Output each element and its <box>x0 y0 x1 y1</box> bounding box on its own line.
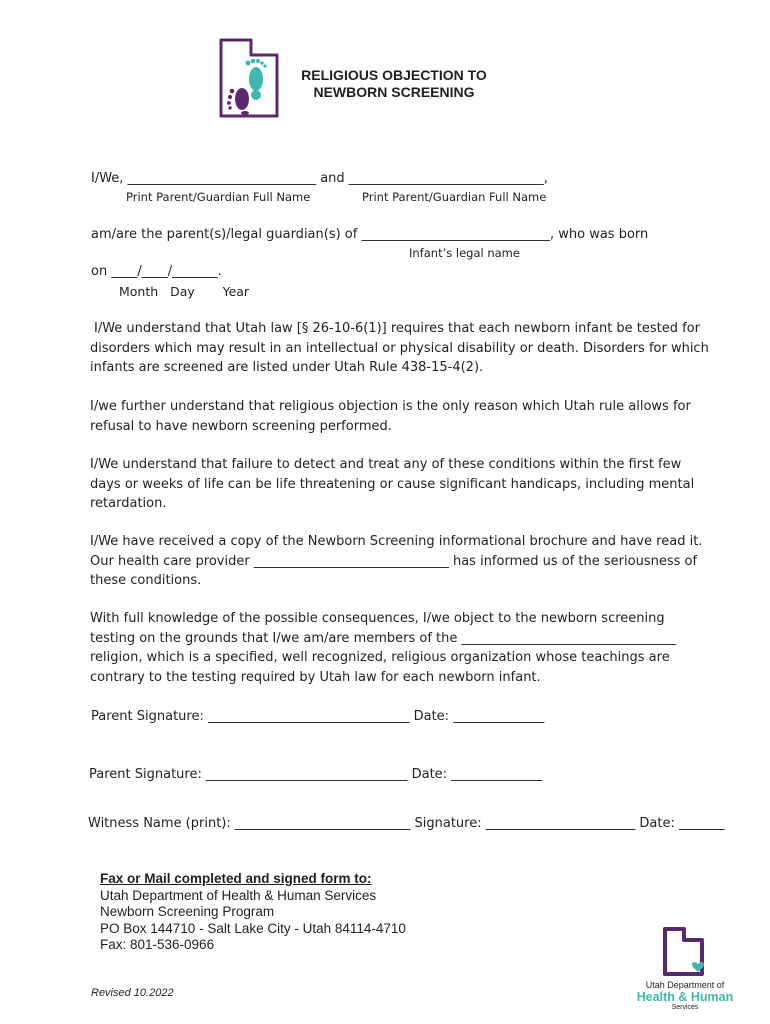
utah-footprints-logo-icon <box>218 37 280 119</box>
revision-date: Revised 10.2022 <box>91 987 174 999</box>
guardian-name-label-2: Print Parent/Guardian Full Name <box>362 190 547 204</box>
mailing-line-2: Newborn Screening Program <box>100 904 275 919</box>
paragraph-religious-objection: I/we further understand that religious objection is the only reason which Utah rule allows for refusal to have newborn screening performed. <box>90 399 691 434</box>
witness-signature[interactable]: Witness Name (print): ___________________________ Signature: _______________________ Date: _______ <box>88 816 725 831</box>
birth-date-label: Month Day Year <box>119 284 250 299</box>
paragraph-brochure: I/We have received a copy of the Newborn Screening informational brochure and have read it. Our health care provider ______________________________ has informed us of the seriousness of these conditions. <box>90 534 703 588</box>
guardian-name-label-1: Print Parent/Guardian Full Name <box>126 190 311 204</box>
mailing-heading: Fax or Mail completed and signed form to: <box>100 871 372 886</box>
mailing-instructions <box>100 871 406 954</box>
mailing-line-4: Fax: 801-536-0966 <box>100 937 215 952</box>
paragraph-objection-statement: With full knowledge of the possible consequences, I/we object to the newborn screening testing on the grounds that I/we am/are members of the _________________________________ religion, which is a specified, well recognized, religious organization whose teachings are contrary to the testing required by Utah law for each newborn infant. <box>90 611 677 685</box>
title-line-1: RELIGIOUS OBJECTION TO <box>301 67 487 83</box>
utah-state-heart-logo-icon <box>662 926 706 978</box>
dept-line-3: Services <box>671 1004 699 1011</box>
infant-name-label: Infant’s legal name <box>409 246 520 260</box>
infant-name-line[interactable]: am/are the parent(s)/legal guardian(s) of _____________________________, who was born <box>91 227 649 242</box>
title-line-2: NEWBORN SCREENING <box>313 84 475 100</box>
guardian-names-line[interactable]: I/We, _____________________________ and ______________________________, <box>91 171 548 186</box>
parent-signature-2[interactable]: Parent Signature: _______________________________ Date: ______________ <box>89 767 543 782</box>
paragraph-law: I/We understand that Utah law [§ 26-10-6(1)] requires that each newborn infant be tested for disorders which may result in an intellectual or physical disability or death. Disorders for which infants are screened are listed under Utah Rule 438-15-4(2). <box>90 321 709 375</box>
mailing-line-1: Utah Department of Health & Human Services <box>100 887 377 903</box>
dept-name <box>630 980 740 1011</box>
mailing-line-3: PO Box 144710 - Salt Lake City - Utah 84114-4710 <box>100 920 406 936</box>
birth-date-line[interactable]: on ____/____/_______. <box>91 264 222 279</box>
dept-line-1: Utah Department of <box>645 980 725 990</box>
parent-signature-1[interactable]: Parent Signature: _______________________________ Date: ______________ <box>91 709 545 724</box>
page-title <box>284 67 504 101</box>
paragraph-failure-risk: I/We understand that failure to detect and treat any of these conditions within the first few days or weeks of life can be life threatening or cause significant handicaps, including mental retardation. <box>90 457 695 511</box>
dept-line-2: Health & Human <box>636 990 734 1004</box>
